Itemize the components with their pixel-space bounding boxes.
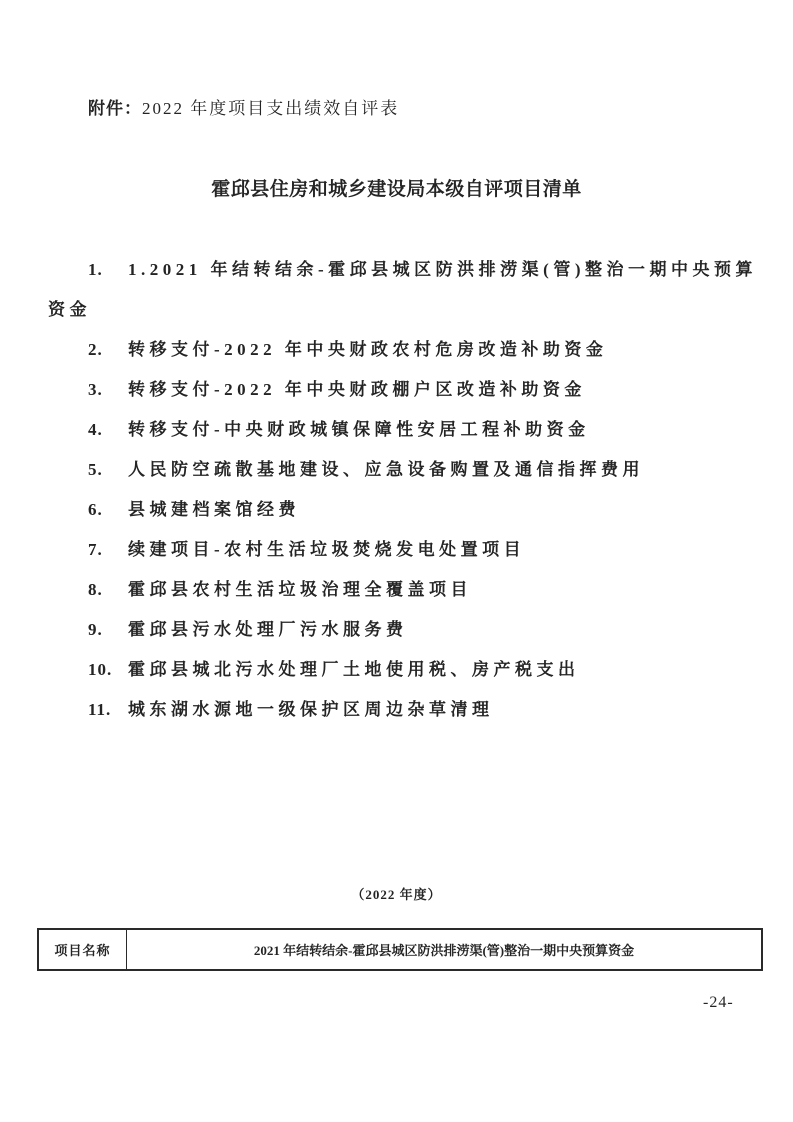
list-item-text: 霍邱县农村生活垃圾治理全覆盖项目: [128, 580, 472, 599]
list-item-text: 1.2021 年结转结余-霍邱县城区防洪排涝渠(管)整治一期中央预算: [128, 260, 757, 279]
list-item: [48, 370, 763, 410]
document-title: 霍邱县住房和城乡建设局本级自评项目清单: [211, 179, 582, 200]
list-item-number: 4.: [88, 420, 103, 439]
project-name-label: 项目名称: [38, 929, 127, 970]
list-item: [48, 650, 763, 690]
list-item-text: 续建项目-农村生活垃圾焚烧发电处置项目: [128, 540, 526, 559]
list-item-text: 霍邱县城北污水处理厂土地使用税、房产税支出: [128, 660, 580, 679]
list-item-number: 1.: [88, 260, 103, 279]
list-item: [48, 690, 763, 730]
list-item-text: 转移支付-2022 年中央财政农村危房改造补助资金: [128, 340, 608, 359]
list-item-text: 县城建档案馆经费: [128, 500, 300, 519]
list-item: [48, 570, 763, 610]
list-item: [48, 410, 763, 450]
list-item: [48, 610, 763, 650]
list-item-text: 人民防空疏散基地建设、应急设备购置及通信指挥费用: [128, 460, 644, 479]
list-item-number: 11.: [88, 700, 112, 719]
project-name-table: [37, 928, 763, 971]
list-item: [48, 490, 763, 530]
list-item-number: 10.: [88, 660, 113, 679]
list-item-number: 3.: [88, 380, 103, 399]
year-note: （2022 年度）: [351, 887, 442, 902]
project-list: [48, 250, 763, 730]
table-row: [38, 929, 762, 970]
list-item-text-continued: 资金: [48, 300, 91, 319]
list-item: [48, 450, 763, 490]
list-item-number: 7.: [88, 540, 103, 559]
list-item-number: 8.: [88, 580, 103, 599]
list-item-text: 转移支付-中央财政城镇保障性安居工程补助资金: [128, 420, 590, 439]
page-number: -24-: [703, 994, 734, 1011]
list-item-number: 9.: [88, 620, 103, 639]
attachment-line: [88, 96, 399, 122]
list-item-number: 6.: [88, 500, 103, 519]
attachment-title: 2022 年度项目支出绩效自评表: [142, 99, 400, 118]
list-item: [48, 250, 763, 330]
list-item-number: 5.: [88, 460, 103, 479]
list-item-text: 城东湖水源地一级保护区周边杂草清理: [128, 700, 494, 719]
project-name-value: 2021 年结转结余-霍邱县城区防洪排涝渠(管)整治一期中央预算资金: [127, 929, 763, 970]
list-item: [48, 530, 763, 570]
list-item-text: 霍邱县污水处理厂污水服务费: [128, 620, 408, 639]
list-item: [48, 330, 763, 370]
attachment-label: 附件：: [88, 99, 142, 118]
list-item-text: 转移支付-2022 年中央财政棚户区改造补助资金: [128, 380, 586, 399]
list-item-number: 2.: [88, 340, 103, 359]
